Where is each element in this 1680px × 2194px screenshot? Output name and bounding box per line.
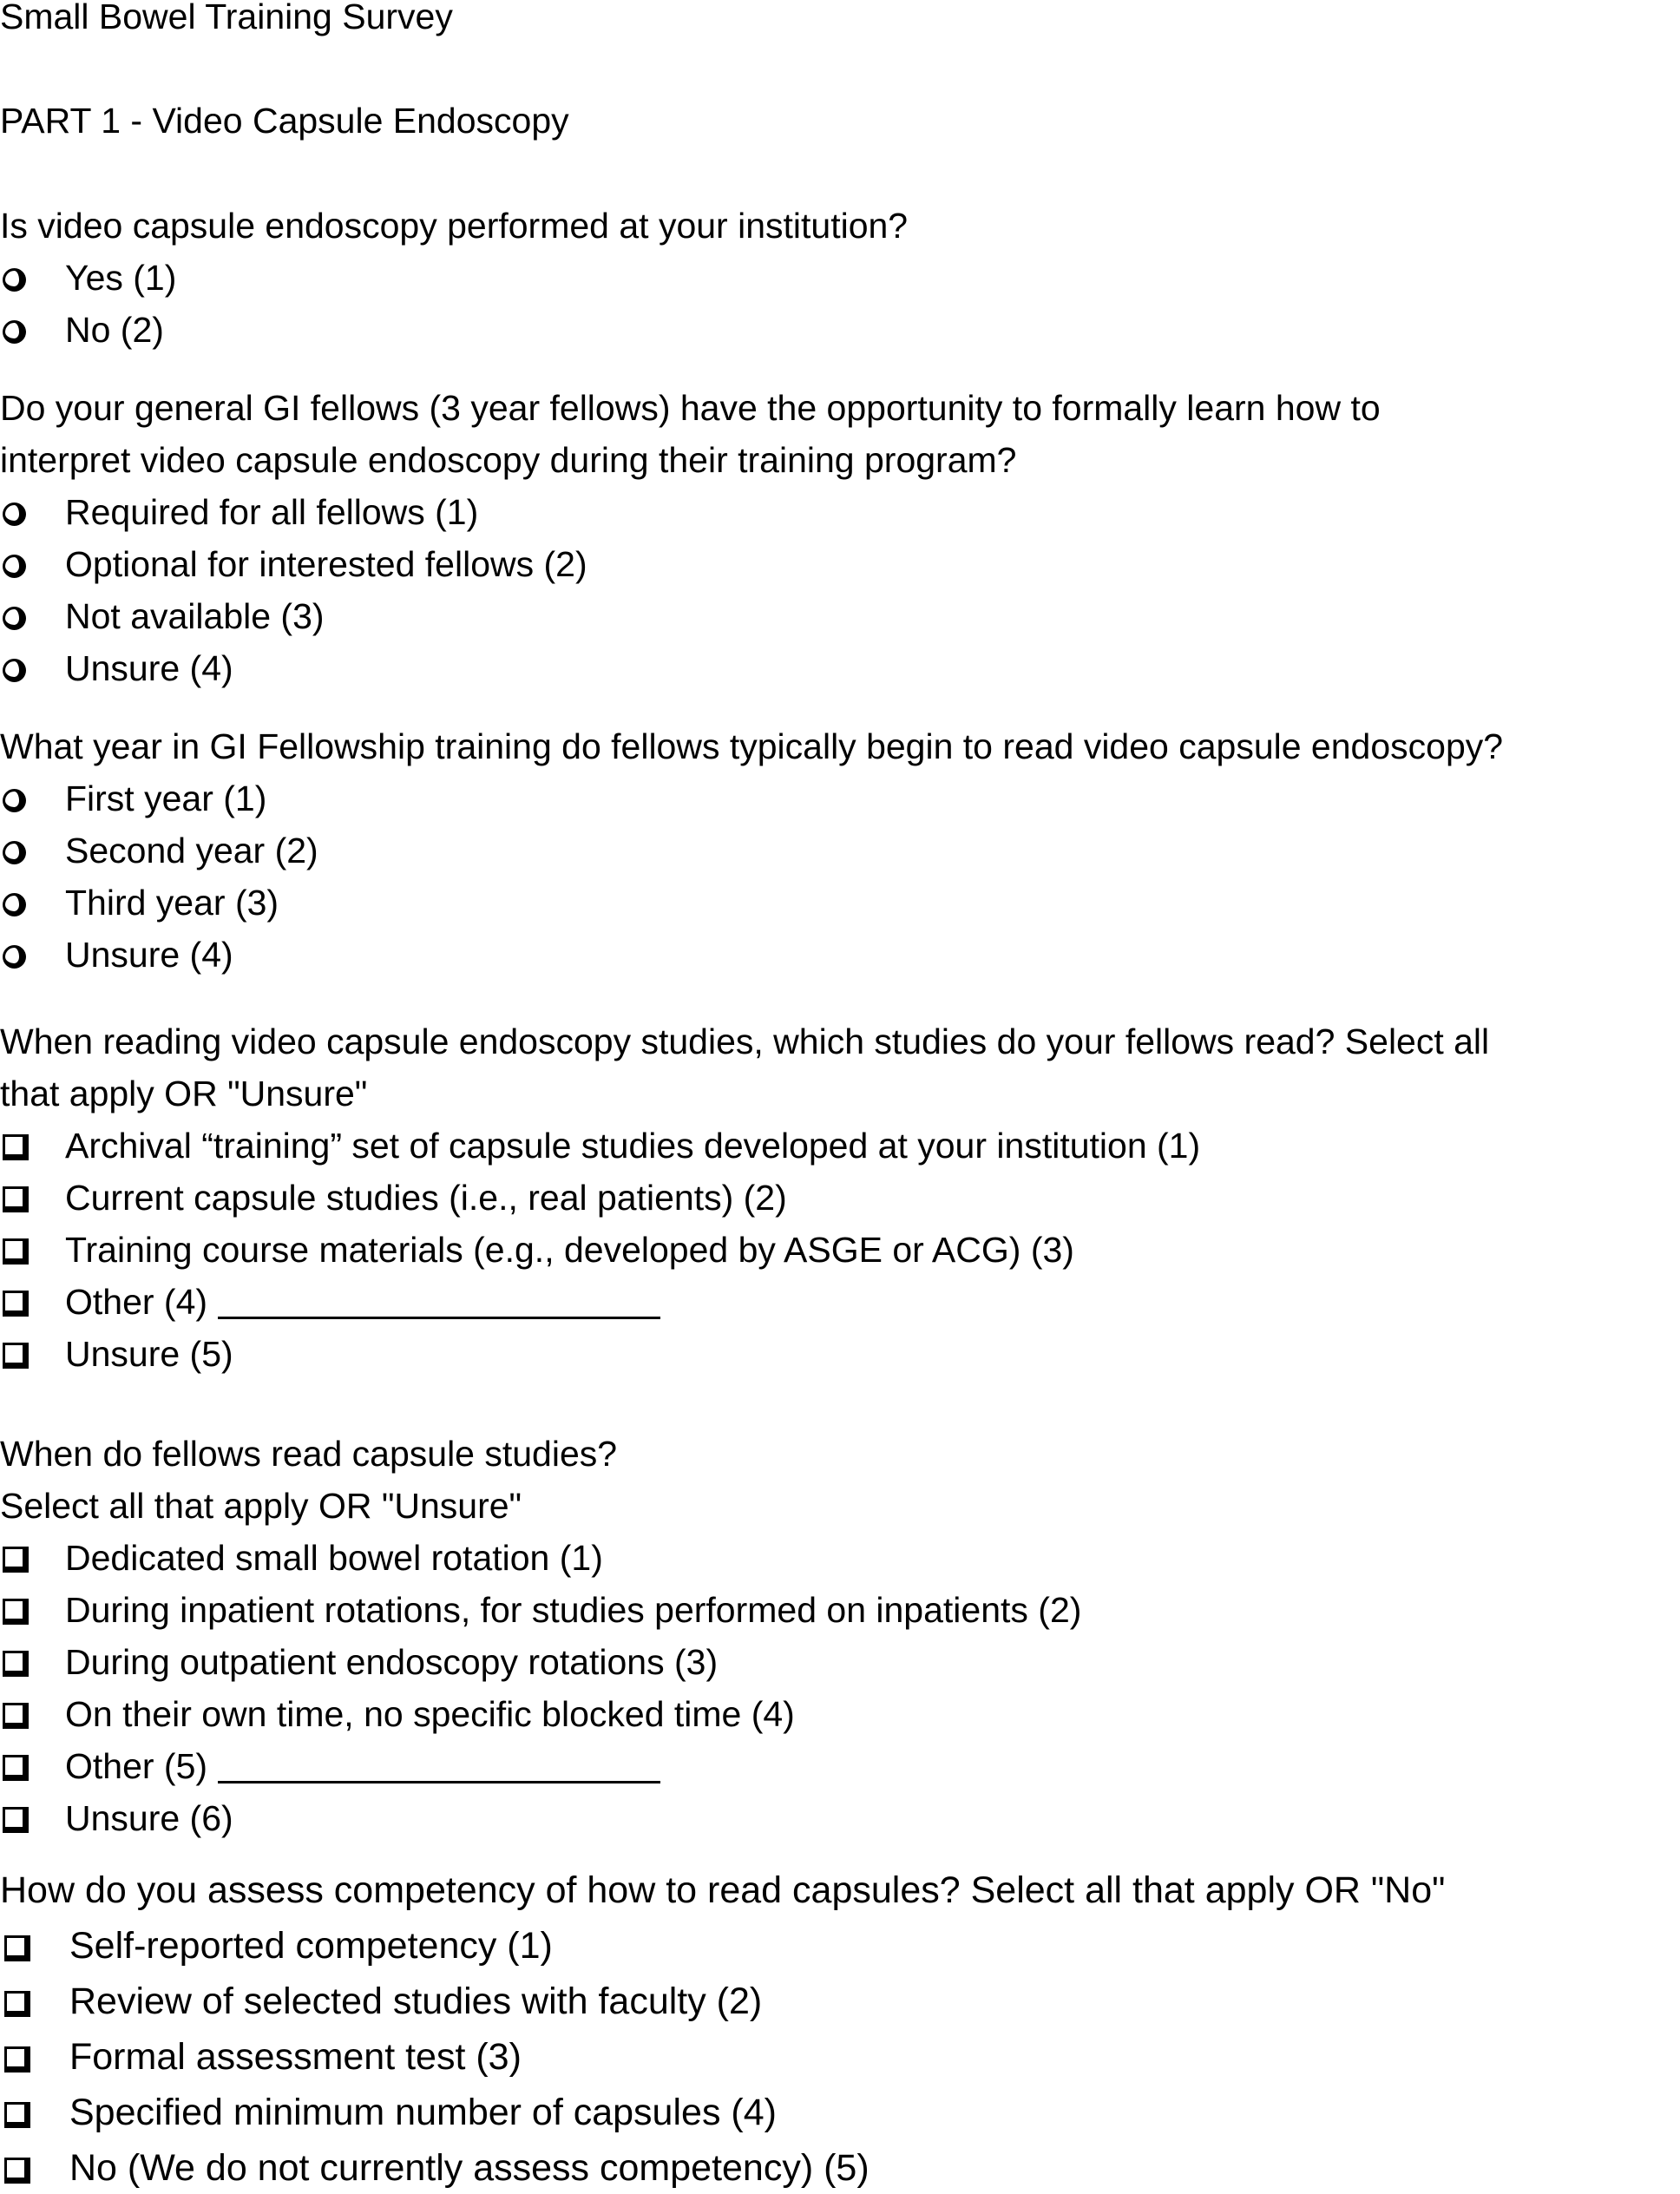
option-label: First year (1) <box>65 778 267 818</box>
option-label: Review of selected studies with faculty (2) <box>69 1981 763 2022</box>
question-text: that apply OR "Unsure" <box>0 1074 368 1113</box>
other-text-blank[interactable] <box>218 1282 660 1319</box>
option-label: Not available (3) <box>65 596 325 636</box>
option-label: Other (5) <box>65 1746 208 1786</box>
radio-circle-icon[interactable] <box>3 841 26 864</box>
question-text: Is video capsule endoscopy performed at your institution? <box>0 206 909 246</box>
checkbox-square-icon[interactable] <box>3 1343 29 1369</box>
checkbox-square-icon[interactable] <box>3 1134 29 1160</box>
radio-circle-icon[interactable] <box>3 789 26 812</box>
checkbox-square-icon[interactable] <box>4 1935 30 1961</box>
option-label: Unsure (4) <box>65 935 233 975</box>
question-text: When reading video capsule endoscopy studies, which studies do your fellows read? Select all <box>0 1021 1490 1061</box>
option-label: No (2) <box>65 310 164 350</box>
option-label: Self-reported competency (1) <box>69 1925 553 1967</box>
option-label: Formal assessment test (3) <box>69 2036 522 2078</box>
option-label: Archival “training” set of capsule studies developed at your institution (1) <box>65 1126 1201 1166</box>
checkbox-square-icon[interactable] <box>3 1651 29 1677</box>
radio-circle-icon[interactable] <box>3 555 26 578</box>
option-label: During outpatient endoscopy rotations (3) <box>65 1642 719 1682</box>
question-text: When do fellows read capsule studies? <box>0 1434 618 1474</box>
checkbox-square-icon[interactable] <box>3 1807 29 1833</box>
checkbox-square-icon[interactable] <box>3 1547 29 1573</box>
radio-circle-icon[interactable] <box>3 607 26 630</box>
question-text: interpret video capsule endoscopy during their training program? <box>0 440 1017 480</box>
question-text: Do your general GI fellows (3 year fellows) have the opportunity to formally learn how to <box>0 388 1381 428</box>
option-label: On their own time, no specific blocked time (4) <box>65 1694 795 1734</box>
survey-title: Small Bowel Training Survey <box>0 0 453 36</box>
checkbox-square-icon[interactable] <box>3 1186 29 1212</box>
checkbox-square-icon[interactable] <box>4 1991 30 2017</box>
checkbox-square-icon[interactable] <box>3 1703 29 1729</box>
question-text: Select all that apply OR "Unsure" <box>0 1486 522 1526</box>
option-label: Training course materials (e.g., developed by ASGE or ACG) (3) <box>65 1230 1074 1270</box>
option-label: Second year (2) <box>65 831 318 870</box>
radio-circle-icon[interactable] <box>3 268 26 292</box>
checkbox-square-icon[interactable] <box>4 2046 30 2072</box>
part-heading: PART 1 - Video Capsule Endoscopy <box>0 101 569 141</box>
radio-circle-icon[interactable] <box>3 320 26 344</box>
option-label: During inpatient rotations, for studies performed on inpatients (2) <box>65 1590 1082 1630</box>
option-label: Optional for interested fellows (2) <box>65 544 587 584</box>
radio-circle-icon[interactable] <box>3 893 26 916</box>
other-text-blank[interactable] <box>218 1746 660 1783</box>
radio-circle-icon[interactable] <box>3 945 26 969</box>
option-label: Other (4) <box>65 1282 208 1322</box>
option-label: Unsure (4) <box>65 648 233 688</box>
option-label: No (We do not currently assess competency) (5) <box>69 2147 870 2189</box>
option-label: Dedicated small bowel rotation (1) <box>65 1538 603 1578</box>
checkbox-square-icon[interactable] <box>4 2102 30 2128</box>
checkbox-square-icon[interactable] <box>4 2158 30 2184</box>
checkbox-square-icon[interactable] <box>3 1599 29 1625</box>
question-text: How do you assess competency of how to read capsules? Select all that apply OR "No" <box>0 1869 1446 1911</box>
option-label: Specified minimum number of capsules (4) <box>69 2092 777 2133</box>
radio-circle-icon[interactable] <box>3 659 26 682</box>
radio-circle-icon[interactable] <box>3 503 26 526</box>
option-label: Current capsule studies (i.e., real patients) (2) <box>65 1178 787 1218</box>
option-label: Unsure (5) <box>65 1334 233 1374</box>
option-label: Third year (3) <box>65 883 279 923</box>
checkbox-square-icon[interactable] <box>3 1238 29 1265</box>
option-label: Yes (1) <box>65 258 177 298</box>
question-text: What year in GI Fellowship training do fellows typically begin to read video capsule endoscopy? <box>0 726 1504 766</box>
option-label: Unsure (6) <box>65 1798 233 1838</box>
checkbox-square-icon[interactable] <box>3 1291 29 1317</box>
option-label: Required for all fellows (1) <box>65 492 479 532</box>
checkbox-square-icon[interactable] <box>3 1755 29 1781</box>
